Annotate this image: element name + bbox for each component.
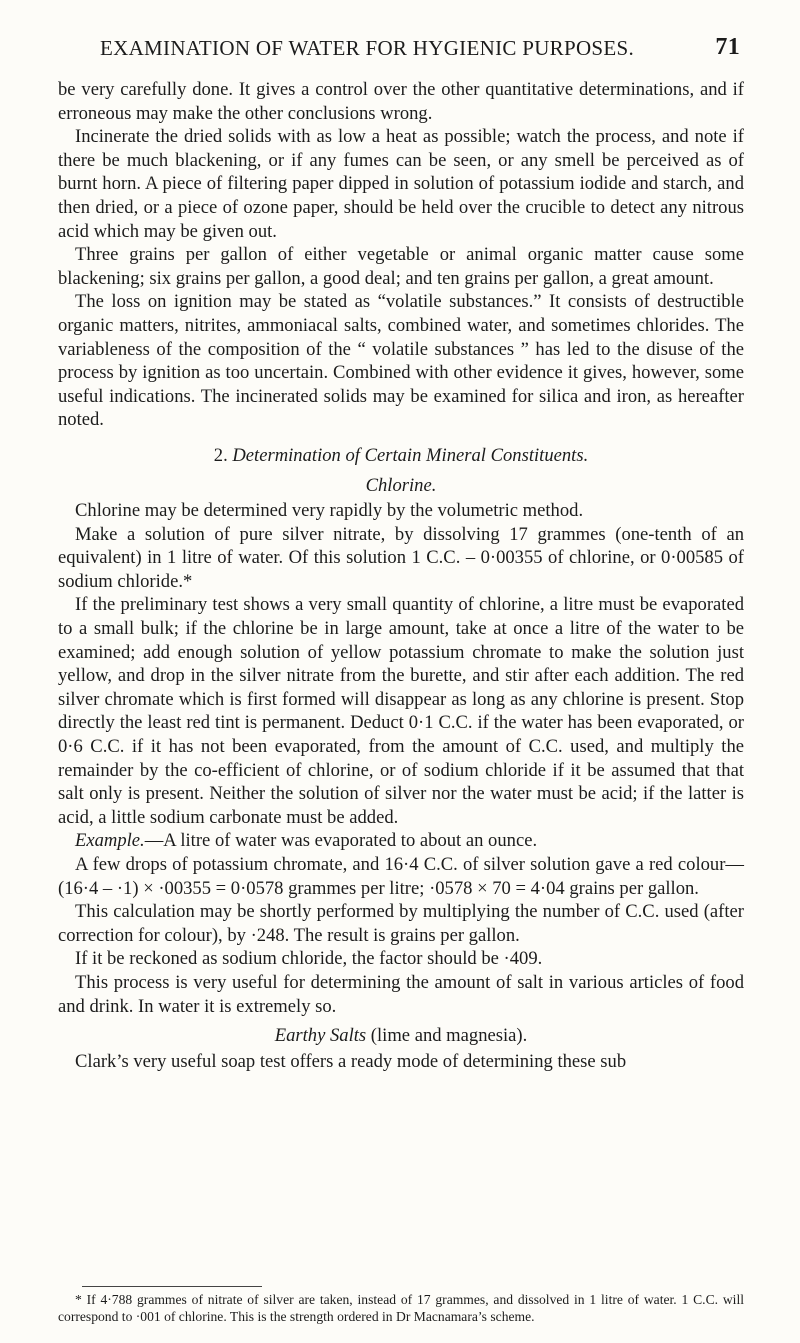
example-label: Example. (75, 830, 145, 852)
paragraph-continuation: be very carefully done. It gives a control over the other quantitative determinations, and if erroneous may make the other conclusions wrong. (58, 79, 744, 124)
paragraph-shortcut: This calculation may be shortly performed by multiplying the number of C.C. used (after correction for colour), by ·248. The result is grains per gallon. (58, 901, 744, 946)
paragraph-clark-soap-test: Clark’s very useful soap test offers a ready mode of determining these sub (75, 1050, 627, 1072)
example-text: —A litre of water was evaporated to about an ounce. (144, 830, 538, 852)
body-text (58, 78, 744, 1073)
section-heading (58, 444, 744, 468)
page-header (100, 34, 740, 64)
paragraph-usefulness: This process is very useful for determining the amount of salt in various articles of food and drink. In water it is extremely so. (58, 971, 744, 1017)
earthy-salts-italic: Earthy Salts (274, 1025, 367, 1047)
paragraph-sodium-factor: If it be reckoned as sodium chloride, the factor should be ·409. (75, 948, 543, 970)
earthy-salts-rest: (lime and magnesia). (366, 1025, 528, 1047)
section-number: 2. (213, 444, 228, 466)
paragraph-preliminary-test: If the preliminary test shows a very small quantity of chlorine, a litre must be evaporated to a small bulk; if the chlorine be in large amount, take at once a litre of the water to be examined; add enough solution of yellow potassium chromate to make the solution just yellow, and drop in the silver nitrate from the burette, and stir after each addition. The red silver chromate which is first formed will disappear as long as any chlorine is present. Stop directly the least red tint is permanent. Deduct 0·1 C.C. if the water has been evaporated, or 0·6 C.C. if it has not been evaporated, from the amount of C.C. used, and multiply the remainder by the co-efficient of chlorine, or of sodium chloride if it be assumed that that salt only is present. Neither the solution of silver nor the water must be acid; if the latter is acid, a little sodium carbonate must be added. (58, 594, 744, 828)
footnote-divider (82, 1286, 262, 1287)
paragraph-example (58, 829, 744, 853)
subheading-chlorine: Chlorine. (365, 474, 437, 496)
paragraph-silver-solution: Make a solution of pure silver nitrate, by dissolving 17 grammes (one-tenth of an equivalent) in 1 litre of water. Of this solution 1 C.C. – 0·00355 of chlorine, or 0·00585 of sodium chloride.* (58, 523, 744, 592)
paragraph-three-grains: Three grains per gallon of either vegetable or animal organic matter cause some blackening; six grains per gallon, a good deal; and ten grains per gallon, a great amount. (58, 244, 744, 289)
running-title: EXAMINATION OF WATER FOR HYGIENIC PURPOSES. (100, 36, 635, 60)
page-number: 71 (715, 34, 740, 60)
paragraph-incinerate: Incinerate the dried solids with as low a heat as possible; watch the process, and note if there be much blackening, or if any fumes can be seen, or any smell be perceived as of burnt horn. A piece of filtering paper dipped in solution of potassium iodide and starch, and then dried, or a piece of ozone paper, should be held over the crucible to detect any nitrous acid which may be given out. (58, 126, 744, 242)
subheading-earthy-salts (58, 1024, 744, 1048)
paragraph-calculation: A few drops of potassium chromate, and 16·4 C.C. of silver solution gave a red colour—(16·4 – ·1) × ·00355 = 0·0578 grammes per litre; ·0578 × 70 = 4·04 grains per gallon. (58, 854, 744, 899)
section-title: Determination of Certain Mineral Constituents. (232, 444, 589, 466)
paragraph-chlorine-method: Chlorine may be determined very rapidly by the volumetric method. (75, 500, 584, 522)
paragraph-loss-on-ignition: The loss on ignition may be stated as “volatile substances.” It consists of destructible organic matters, nitrites, ammoniacal salts, combined water, and sometimes chlorides. The variableness of the composition of the “ volatile substances ” has led to the disuse of the process by ignition as too uncertain. Combined with other evidence it gives, however, some useful indications. The incinerated solids may be examined for silica and iron, as hereafter noted. (58, 291, 744, 431)
footnote: * If 4·788 grammes of nitrate of silver are taken, instead of 17 grammes, and dissolved in 1 litre of water. 1 C.C. will correspond to ·001 of chlorine. This is the strength ordered in Dr Macnamara’s scheme. (58, 1292, 744, 1324)
